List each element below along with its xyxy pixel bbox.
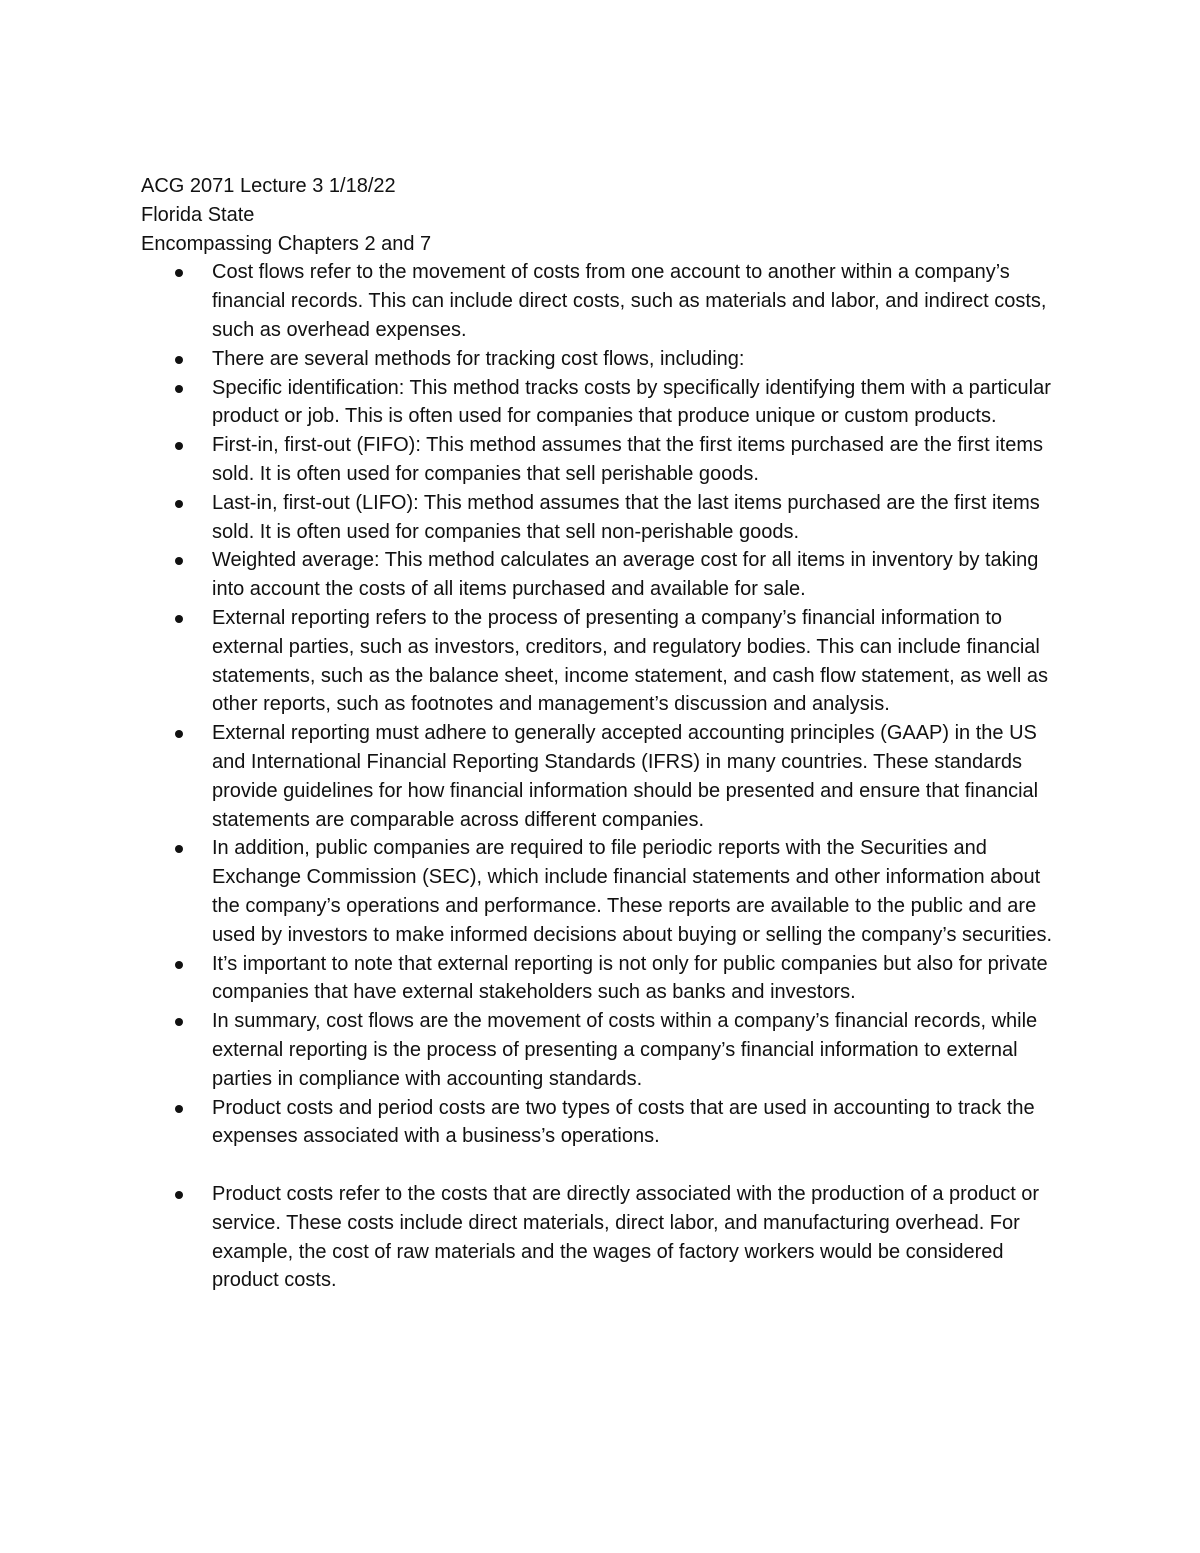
- notes-list: [141, 258, 1071, 1295]
- list-item-text: External reporting must adhere to generally accepted accounting principles (GAAP) in the US and International Financial Reporting Standards (IFRS) in many countries. These standards provide guidelines for how financial information should be presented and ensure that financial statements are comparable across different companies.: [212, 722, 1039, 831]
- list-item: [141, 374, 1071, 432]
- school-name: Florida State: [141, 203, 255, 226]
- list-item: [141, 834, 1071, 949]
- list-item: [141, 258, 1071, 344]
- list-item-text: Last-in, first-out (LIFO): This method assumes that the last items purchased are the first items sold. It is often used for companies that sell non-perishable goods.: [212, 491, 1040, 543]
- bullet-icon: [175, 1018, 183, 1026]
- list-item-text: Product costs refer to the costs that are directly associated with the production of a product or service. These costs include direct materials, direct labor, and manufacturing overhead. For example, the cost of raw materials and the wages of factory workers would be considered product costs.: [212, 1183, 1040, 1292]
- list-item: [141, 1180, 1071, 1295]
- list-item: [141, 719, 1071, 834]
- bullet-icon: [175, 442, 183, 450]
- bullet-icon: [175, 385, 183, 393]
- bullet-icon: [175, 730, 183, 738]
- bullet-icon: [175, 961, 183, 969]
- bullet-icon: [175, 269, 183, 277]
- list-item: [141, 546, 1071, 604]
- bullet-icon: [175, 1191, 183, 1199]
- bullet-icon: [175, 845, 183, 853]
- lecture-title: ACG 2071 Lecture 3 1/18/22: [141, 175, 396, 197]
- list-item: [141, 345, 1071, 374]
- list-item: [141, 604, 1071, 719]
- list-item-text: First-in, first-out (FIFO): This method assumes that the first items purchased are the first items sold. It is often used for companies that sell perishable goods.: [212, 434, 1043, 485]
- document-body: [141, 172, 1071, 1295]
- list-item: [141, 431, 1071, 489]
- list-item-text: There are several methods for tracking cost flows, including:: [212, 347, 745, 370]
- bullet-icon: [175, 615, 183, 623]
- list-item-text: Cost flows refer to the movement of costs from one account to another within a company’s financial records. This can include direct costs, such as materials and labor, and indirect costs, such as overhead expenses.: [212, 261, 1047, 341]
- chapters-line: Encompassing Chapters 2 and 7: [141, 232, 432, 255]
- list-item-text: Product costs and period costs are two types of costs that are used in accounting to track the expenses associated with a business’s operations.: [212, 1096, 1035, 1148]
- list-item-text: It’s important to note that external reporting is not only for public companies but also for private companies that have external stakeholders such as banks and investors.: [212, 952, 1048, 1004]
- list-item: [141, 1007, 1071, 1093]
- list-item-text: Specific identification: This method tracks costs by specifically identifying them with a particular product or job. This is often used for companies that produce unique or custom products.: [212, 376, 1051, 428]
- list-item-text: In addition, public companies are required to file periodic reports with the Securities and Exchange Commission (SEC), which include financial statements and other information about the company’s operations and performance. These reports are available to the public and are used by investors to make informed decisions about buying or selling the company’s securities.: [212, 837, 1053, 946]
- list-item-text: In summary, cost flows are the movement of costs within a company’s financial records, while external reporting is the process of presenting a company’s financial information to external parties in compliance with accounting standards.: [212, 1010, 1038, 1090]
- bullet-icon: [175, 1105, 183, 1113]
- list-item: [141, 489, 1071, 547]
- bullet-icon: [175, 500, 183, 508]
- bullet-icon: [175, 557, 183, 565]
- bullet-icon: [175, 356, 183, 364]
- list-item-text: External reporting refers to the process of presenting a company’s financial information to external parties, such as investors, creditors, and regulatory bodies. This can include financial statements, such as the balance sheet, income statement, and cash flow statement, as well as other reports, such as footnotes and management’s discussion and analysis.: [212, 606, 1048, 716]
- list-item-text: Weighted average: This method calculates an average cost for all items in inventory by taking into account the costs of all items purchased and available for sale.: [212, 549, 1039, 601]
- list-item: [141, 950, 1071, 1008]
- list-item: [141, 1094, 1071, 1152]
